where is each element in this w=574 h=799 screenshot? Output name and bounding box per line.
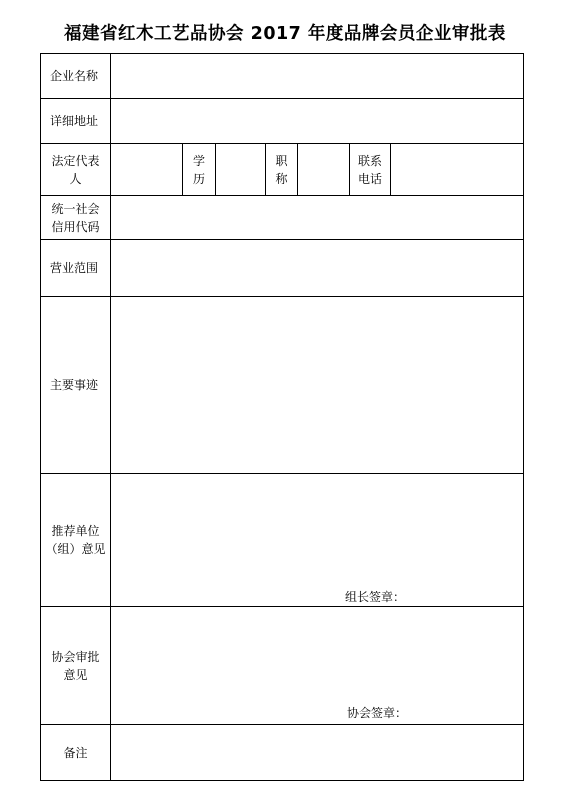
row-recommendation: [41, 474, 523, 607]
business-scope-label: 营业范围: [50, 261, 99, 275]
association-field[interactable]: [111, 607, 523, 724]
achievements-field[interactable]: [111, 297, 523, 473]
recommendation-signature-label: 组长签章：: [345, 590, 406, 604]
row-association: [41, 607, 523, 725]
remarks-label: 备注: [63, 745, 88, 760]
recommendation-field[interactable]: [111, 474, 523, 606]
row-credit-code: [41, 196, 523, 240]
recommendation-label: 推荐单位（组）意见: [45, 524, 106, 556]
row-company-name: [41, 54, 523, 99]
credit-code-label: 统一社会信用代码: [51, 201, 100, 234]
remarks-field[interactable]: [111, 725, 523, 780]
credit-code-field[interactable]: [111, 196, 523, 239]
phone-label: 联系电话: [357, 153, 382, 186]
address-field[interactable]: [111, 99, 523, 143]
row-business-scope: [41, 240, 523, 297]
legal-rep-label: 法定代表人: [51, 153, 100, 186]
association-label: 协会审批意见: [51, 649, 100, 682]
business-scope-field[interactable]: [111, 240, 523, 296]
education-field[interactable]: [216, 144, 266, 195]
row-legal-rep: [41, 144, 523, 196]
achievements-label: 主要事迹: [50, 378, 99, 392]
row-achievements: [41, 297, 523, 474]
form-title: 福建省红木工艺品协会 2017 年度品牌会员企业审批表: [64, 24, 506, 44]
phone-field[interactable]: [391, 144, 523, 195]
row-address: [41, 99, 523, 144]
row-remarks: [41, 725, 523, 780]
title-field[interactable]: [298, 144, 350, 195]
title-label: 职称: [275, 153, 288, 186]
address-label: 详细地址: [50, 114, 99, 128]
education-label: 学历: [192, 153, 205, 186]
approval-form-table: [40, 53, 524, 781]
association-signature-label: 协会签章：: [347, 706, 408, 720]
legal-rep-field[interactable]: [111, 144, 183, 195]
company-name-field[interactable]: [111, 54, 523, 98]
company-name-label: 企业名称: [50, 69, 99, 83]
